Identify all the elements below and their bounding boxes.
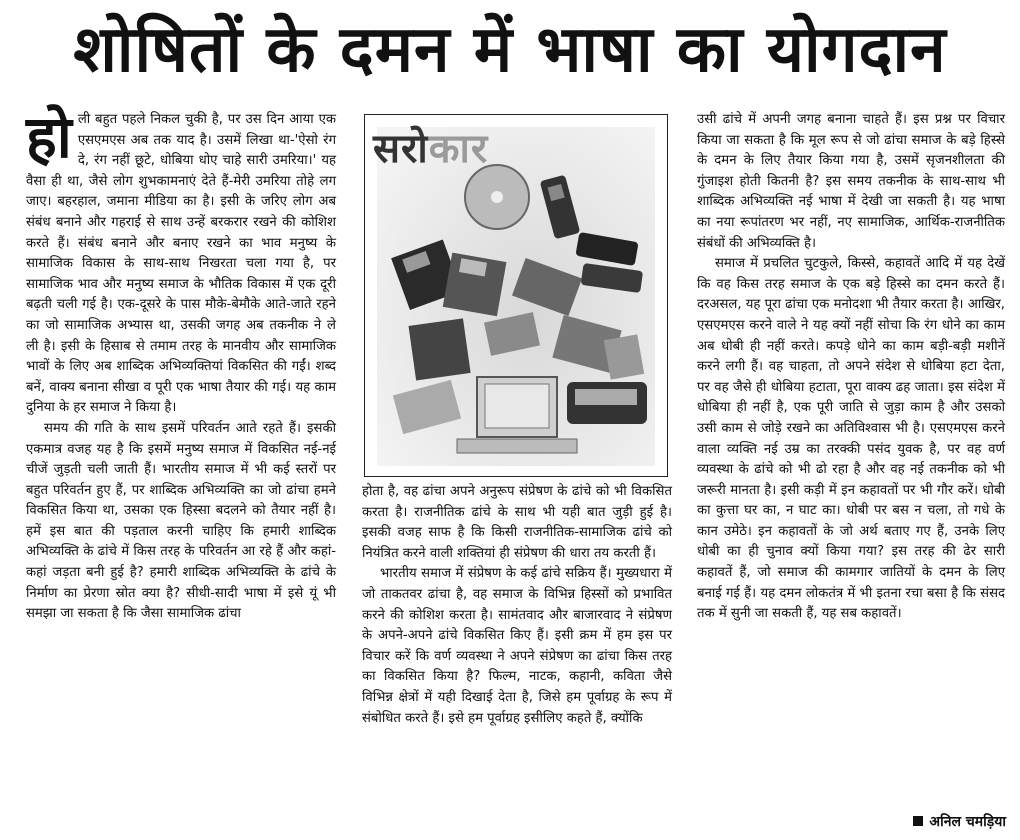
paragraph: समाज में प्रचलित चुटकुले, किस्से, कहावतें आदि में यह देखें कि वह किस तरह समाज के एक बड़े हिस्से का दमन करते हैं। दरअसल, यह पूरा ढांचा एक मनोदशा भी तैयार करता है। आखिर, एसएमएस करने वाले ने यह क्यों नहीं सोचा कि रंग धोने का काम अब धोबी ही नहीं करते। कपड़े धोने का काम बड़ी-बड़ी मशीनें करने लगी हैं। वह चाहता, तो अपने संदेश से धोबिया हटा देता, पर वह जैसे ही धोबिया हटाता, पूरा वाक्य ढह जाता। इस संदेश में धोबिया ही नहीं है, एक पूरी जाति से जुड़ा काम है और उसको उसी काम से जोड़े रखने का अतिविश्वास भी है। एसएमएस करने वाला व्यक्ति नई उम्र का तरक्की पसंद युवक है, पर वह वर्ण व्यवस्था के ढांचे को भी ढो रहा है और वह नई तकनीक को भी जरूरी मानता है। इसी कड़ी में इन कहावतों पर भी गौर करें। धोबी का कुत्ता घर का, न घाट का। धोबी पर बस न चला, तो गधे के कान उमेठे। इन कहावतों के जो अर्थ बताए गए हैं, उनके लिए धोबी का ही चुनाव क्यों किया गया? इस तरह की ढेर सारी कहावतें हैं, जो समाज की कामगार जातियों के दमन के लिए बनाई गई हैं। यह दमन लोकतंत्र में भी इतना रचा बसा है कि संसद तक में सुनी जा सकती हैं, यह सब कहावतें। <box>697 256 1005 622</box>
square-bullet-icon <box>913 816 923 826</box>
paragraph: होता है, वह ढांचा अपने अनुरूप संप्रेषण के ढांचे को भी विकसित करता है। राजनीतिक ढांचे के साथ भी यही बात जुड़ी हुई है। इसकी वजह साफ है कि किसी राजनीतिक-सामाजिक ढांचे को नियंत्रित करने वाली शक्तियां ही संप्रेषण की धारा तय करती हैं। <box>362 484 672 561</box>
headline: शोषितों के दमन में भाषा का योगदान <box>73 13 947 87</box>
paragraph: भारतीय समाज में संप्रेषण के कई ढांचे सक्रिय हैं। मुख्यधारा में जो ताकतवर ढांचा है, वह समाज के विभिन्न हिस्सों को प्रभावित करने की कोशिश करता है। सामंतवाद और बाजारवाद ने संप्रेषण के अपने-अपने ढांचे विकसित किए हैं। इसी क्रम में हम इस पर विचार करें कि वर्ण व्यवस्था ने अपने संप्रेषण का ढांचा किस तरह का विकसित किया है? फिल्म, नाटक, कहानी, कविता जैसे विभिन्न क्षेत्रों में यही दिखाई देता है, जिसे हम पूर्वाग्रह के रूप में संबोधित करते हैं। इसे हम पूर्वाग्रह इसीलिए कहते हैं, क्योंकि <box>362 566 672 726</box>
drop-cap: हो <box>26 103 72 171</box>
paragraph: ली बहुत पहले निकल चुकी है, पर उस दिन आया एक एसएमएस अब तक याद है। उसमें लिखा था-'ऐसो रंग दे, रंग नहीं छूटे, धोबिया धोए चाहे सारी उमरिया।' यह वैसा ही था, जैसे लोग शुभकामनाएं देते हैं-मेरी उमरिया तोहे लग जाए। बहरहाल, जमाना मीडिया का है। इसी के जरिए लोग अब संबंध बनाने और गहराई से साथ उन्हें बरकरार रखने की कोशिश करते हैं। संबंध बनाने और बनाए रखने का भाव मनुष्य के सामाजिक विकास के साथ-साथ निखरता चला गया है, पर सामाजिक भाव और मनुष्य समाज के भौतिक विकास में एक दूरी बढ़ती चली गई है। एक-दूसरे के पास मौके-बेमौके आते-जाते रहने का जो सामाजिक अभ्यास था, उसकी जगह अब तकनीक ने ले ली है। इसी के हिसाब से तमाम तरह के मानवीय और सामाजिक भावों के लिए अब शाब्दिक अभिव्यक्तियां विकसित की गईं। शब्द बनें, वाक्य बनाना सीखा व पूरी एक भाषा तैयार की गई। यह काम दुनिया के हर समाज ने किया है। <box>26 112 336 416</box>
gadget-collage-svg <box>377 127 655 466</box>
article-column-2 <box>362 482 672 827</box>
paragraph: उसी ढांचे में अपनी जगह बनाना चाहते हैं। इस प्रश्न पर विचार किया जा सकता है कि मूल रूप से जो ढांचा समाज के बड़े हिस्से के दमन के लिए तैयार किया गया है, उसमें सृजनशीलता की गुंजाइश होती कितनी है? इस समय तकनीक के साथ-साथ भी शाब्दिक अभिव्यक्ति नई भाषा में देखी जा सकती है। यह भाषा का नया रूपांतरण भर नहीं, नए सामाजिक, आर्थिक-राजनीतिक संबंधों की अभिव्यक्ति है। <box>697 112 1005 251</box>
gadget-collage <box>377 127 655 466</box>
author-name: अनिल चमड़िया <box>929 814 1006 830</box>
article-column-1 <box>26 103 336 840</box>
column-label: सरोकार <box>373 126 489 172</box>
byline <box>913 812 1006 831</box>
paragraph: समय की गति के साथ इसमें परिवर्तन आते रहते हैं। इसकी एकमात्र वजह यह है कि इसमें मनुष्य समाज में विकसित नई-नई चीजें जुड़ती चली जाती हैं। भारतीय समाज में भी कई स्तरों पर बहुत परिवर्तन हुए हैं, पर शाब्दिक अभिव्यक्ति का जो ढांचा हमने विकसित किया था, उसका एक हिस्सा बदलने को तैयार नहीं है। हमें इस बात की पड़ताल करनी चाहिए कि हमारी शाब्दिक अभिव्यक्ति के ढांचे में किस तरह के परिवर्तन आ रहे हैं और कहां-कहां जड़ता बनी हुई है? हमारी शाब्दिक अभिव्यक्ति के ढांचे के निर्माण का प्रेरणा स्रोत क्या है? सीधी-सादी भाषा में इसे यूं भी समझा जा सकता है कि जैसा सामाजिक ढांचा <box>26 420 336 622</box>
article-illustration <box>364 114 668 477</box>
article-column-3 <box>697 110 1005 810</box>
pager-icon <box>567 382 647 424</box>
